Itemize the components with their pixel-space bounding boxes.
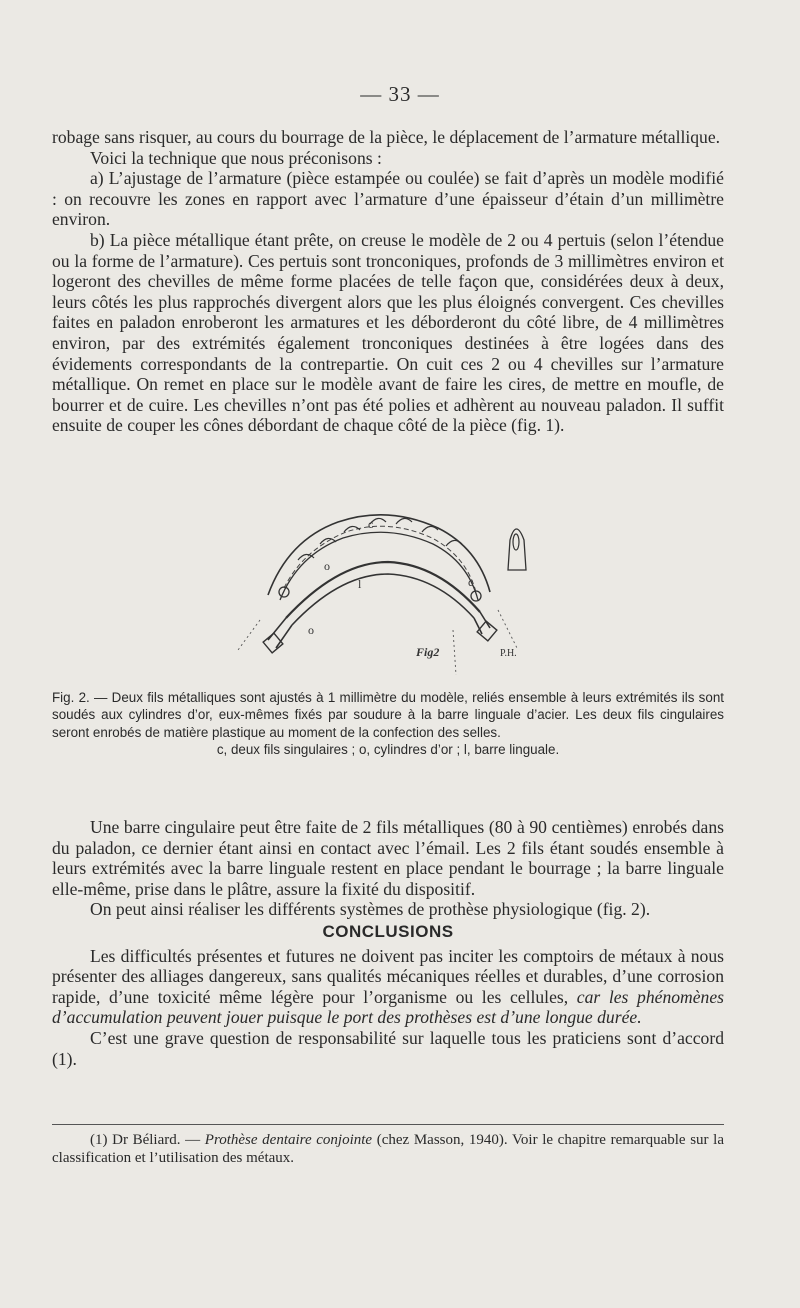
- label-c-top: c: [368, 517, 374, 531]
- text-block-bottom: [52, 817, 724, 1069]
- conclusion-italic-text: car les phénomènes d’accumulation peuvent jouer puisque le port des prothèses est d’une longue durée.: [52, 986, 725, 1028]
- figure-2-drawing: [228, 500, 548, 685]
- footnote-prefix: (1) Dr Béliard. —: [90, 1132, 205, 1148]
- conclusion-paragraph-2: C’est une grave question de responsabilité sur laquelle tous les praticiens sont d’accord (1).: [52, 1027, 724, 1069]
- conclusion-paragraph-1: [52, 946, 724, 1028]
- label-o-bottom: o: [308, 623, 314, 637]
- footnote-suffix: (chez Masson, 1940). Voir le chapitre remarquable sur la classification et l’utilisation des métaux.: [52, 1132, 725, 1166]
- label-c-right: c: [468, 575, 474, 589]
- paragraph-2: Voici la technique que nous préconisons :: [90, 147, 382, 168]
- label-o-top: o: [324, 559, 330, 573]
- paragraph-5: Une barre cingulaire peut être faite de 2 fils métalliques (80 à 90 centièmes) enrobés dans du paladon, ce dernier étant ainsi en contact avec l’émail. Les 2 fils étant soudés ensemble à leurs extrémités avec la barre linguale restent en place pendant le bourrage ; la barre linguale elle-même, prise dans le plâtre, assure la fixité du dispositif.: [52, 817, 724, 899]
- paragraph-4: b) La pièce métallique étant prête, on creuse le modèle de 2 ou 4 pertuis (selon l’étendue ou la forme de l’armature). Ces pertuis sont tronconiques, profonds de 3 millimètres environ et logeront des chevilles de même forme placées de telle façon que, considérées deux à deux, leurs côtés les plus rapprochés divergent alors que les plus éloignés convergent. Ces chevilles faites en paladon enroberont les armatures et les déborderont du côté libre, de 4 millimètres environ, par des extrémités également tronconiques destinées à être logées dans des évidements correspondants de la contrepartie. On cuit ces 2 ou 4 chevilles sur l’armature métallique. On remet en place sur le modèle avant de faire les cires, de mettre en moufle, de bourrer et de cuire. Les chevilles n’ont pas été polies et adhèrent au nouveau paladon. Il suffit ensuite de couper les cônes débordant de chaque côté de la pièce (fig. 1).: [52, 229, 724, 436]
- label-fig: Fig2: [416, 645, 440, 659]
- paragraph-1: robage sans risquer, au cours du bourrage de la pièce, le déplacement de l’armature métallique.: [52, 127, 721, 147]
- conclusion-text: Les difficultés présentes et futures ne doivent pas inciter les comptoirs de métaux à nous présenter des alliages dangereux, sans qualités mécaniques réelles et durables, d’une corrosion rapide, d’une toxicité même légère pour l’organisme ou les cellules,: [52, 945, 724, 1007]
- caption-legend: c, deux fils singulaires ; o, cylindres d’or ; l, barre linguale.: [216, 742, 560, 758]
- text-block-top: [52, 127, 724, 436]
- paragraph-6: On peut ainsi réaliser les différents systèmes de prothèse physiologique (fig. 2).: [90, 899, 651, 920]
- label-initials: P.H.: [500, 648, 517, 659]
- footnote-rule: [52, 1124, 724, 1125]
- label-l: l: [358, 577, 362, 591]
- footnote: [52, 1131, 724, 1167]
- page-number: — 33 —: [360, 82, 440, 106]
- figure-caption: [52, 689, 724, 759]
- caption-text: Fig. 2. — Deux fils métalliques sont ajustés à 1 millimètre du modèle, reliés ensemble à leurs extrémités ils sont soudés aux cylindres d’or, eux-mêmes fixés par soudure à la barre linguale d’acier. Les deux fils cingulaires seront enrobés de matière plastique au moment de la confection des selles.: [52, 690, 724, 740]
- section-heading: CONCLUSIONS: [322, 921, 454, 941]
- paragraph-3: a) L’ajustage de l’armature (pièce estampée ou coulée) se fait d’après un modèle modifié : on recouvre les zones en rapport avec l’armature d’une épaisseur d’étain d’un millimètre environ.: [52, 168, 724, 230]
- footnote-title: Prothèse dentaire conjointe: [204, 1132, 373, 1148]
